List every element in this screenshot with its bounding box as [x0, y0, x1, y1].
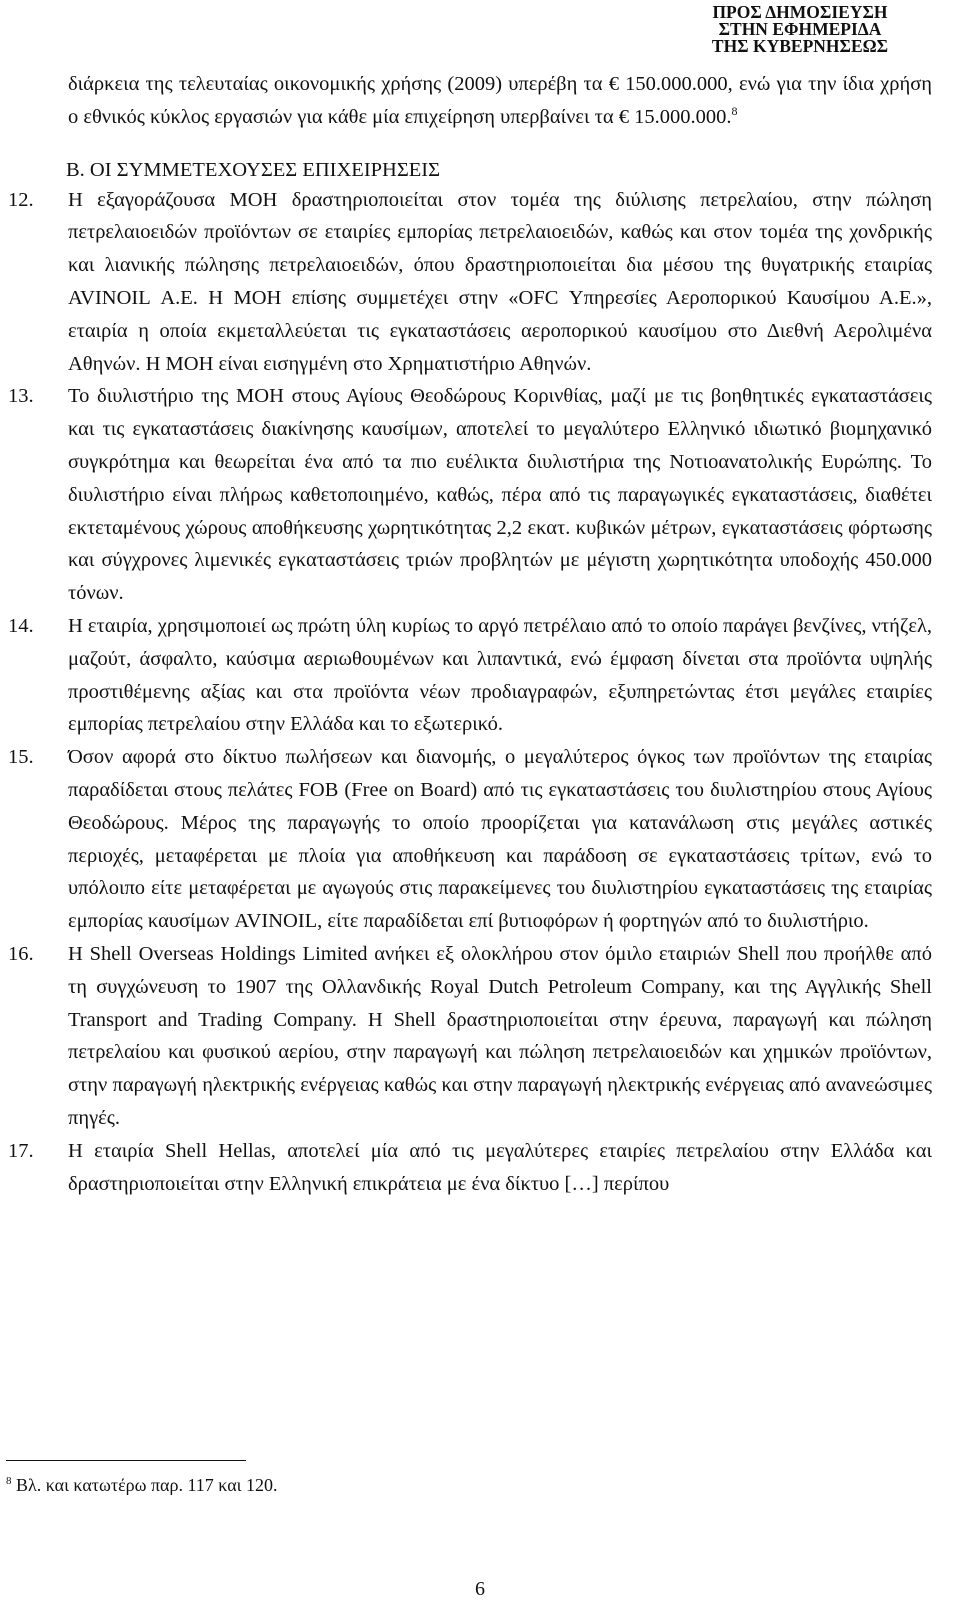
- page-number: 6: [475, 1578, 485, 1600]
- intro-paragraph: [68, 68, 932, 134]
- paragraph-text: Η εταιρία Shell Hellas, αποτελεί μία από τις μεγαλύτερες εταιρίες πετρελαίου στην Ελλάδα και δραστηριοποιείται στην Ελληνική επικράτεια με ένα δίκτυο […] περίπου: [68, 1139, 932, 1195]
- footnote-divider: [6, 1460, 246, 1461]
- header-line-2: ΣΤΗΝ ΕΦΗΜΕΡΙΔΑ: [718, 19, 882, 39]
- paragraph-text: Η Shell Overseas Holdings Limited ανήκει εξ ολοκλήρου στον όμιλο εταιριών Shell που προήλθε από τη συγχώνευση το 1907 της Ολλανδικής Royal Dutch Petroleum Company, και της Αγγλικής Shell Transport and Trading Company. Η Shell δραστηριοποιείται στην έρευνα, παραγωγή και πώληση πετρελαίου και φυσικού αερίου, στην παραγωγή και πώληση πετρελαιοειδών και χημικών προϊόντων, στην παραγωγή ηλεκτρικής ενέργειας καθώς και στην παραγωγή ηλεκτρικής ενέργειας από ανανεώσιμες πηγές.: [68, 942, 932, 1129]
- footnote: [6, 1473, 277, 1497]
- paragraph-12: [8, 184, 932, 381]
- footnote-text: Βλ. και κατωτέρω παρ. 117 και 120.: [16, 1475, 278, 1495]
- paragraph-17: [8, 1135, 932, 1201]
- paragraph-number: 12.: [8, 188, 34, 211]
- paragraph-number: 13.: [8, 385, 34, 408]
- intro-text: διάρκεια της τελευταίας οικονομικής χρήσης (2009) υπερέβη τα € 150.000.000, ενώ για την ίδια χρήση ο εθνικός κύκλος εργασιών για κάθε μία επιχείρηση υπερβαίνει τα € 15.000.000.: [68, 73, 932, 128]
- paragraph-number: 17.: [8, 1139, 34, 1162]
- paragraph-text: Το διυλιστήριο της ΜΟΗ στους Αγίους Θεοδώρους Κορινθίας, μαζί με τις βοηθητικές εγκαταστάσεις και τις εγκαταστάσεις διακίνησης καυσίμων, αποτελεί το μεγαλύτερο Ελληνικό ιδιωτικό βιομηχανικό συγκρότημα και θεωρείται ένα από τα πιο ευέλικτα διυλιστήρια της Νοτιοανατολικής Ευρώπης. Το διυλιστήριο είναι πλήρως καθετοποιημένο, καθώς, πέρα από τις παραγωγικές εγκαταστάσεις, διαθέτει εκτεταμένους χώρους αποθήκευσης χωρητικότητας 2,2 εκατ. κυβικών μέτρων, εγκαταστάσεις φόρτωσης και σύγχρονες λιμενικές εγκαταστάσεις τριών προβλητών με μέγιστη χωρητικότητα υποδοχής 450.000 τόνων.: [68, 385, 932, 605]
- paragraph-text: Η εταιρία, χρησιμοποιεί ως πρώτη ύλη κυρίως το αργό πετρέλαιο από το οποίο παράγει βενζίνες, ντήζελ, μαζούτ, άσφαλτο, καύσιμα αεριωθουμένων και λιπαντικά, ενώ έμφαση δίνεται στα προϊόντα υψηλής προστιθέμενης αξίας και στα προϊόντα νέων προδιαγραφών, εξυπηρετώντας έτσι μεγάλες εταιρίες εμπορίας πετρελαίου στην Ελλάδα και το εξωτερικό.: [68, 614, 933, 736]
- header-line-3: ΤΗΣ ΚΥΒΕΡΝΗΣΕΩΣ: [711, 36, 889, 56]
- footnote-marker: 8: [6, 1475, 12, 1487]
- paragraph-text: Η εξαγοράζουσα ΜΟΗ δραστηριοποιείται στον τομέα της διύλισης πετρελαίου, στην πώληση πετρελαιοειδών προϊόντων σε εταιρίες εμπορίας πετρελαιοειδών, καθώς και στον τομέα της χονδρικής και λιανικής πώλησης πετρελαιοειδών, όπου δραστηριοποιείται δια μέσου της θυγατρικής εταιρίας AVINOIL Α.Ε. Η ΜΟΗ επίσης συμμετέχει στην «OFC Υπηρεσίες Αεροπορικού Καυσίμου Α.Ε.», εταιρία η οποία εκμεταλλεύεται τις εγκαταστάσεις αεροπορικού καυσίμου στο Διεθνή Αερολιμένα Αθηνών. Η ΜΟΗ είναι εισηγμένη στο Χρηματιστήριο Αθηνών.: [68, 188, 932, 375]
- paragraph-16: [8, 938, 932, 1135]
- footnote-reference[interactable]: 8: [731, 103, 738, 118]
- paragraph-number: 14.: [8, 614, 34, 637]
- document-body: [8, 68, 933, 1200]
- paragraph-13: [8, 380, 932, 610]
- paragraph-number: 15.: [8, 746, 34, 769]
- section-title: Β. ΟΙ ΣΥΜΜΕΤΕΧΟΥΣΕΣ ΕΠΙΧΕΙΡΗΣΕΙΣ: [66, 158, 441, 181]
- paragraph-15: [8, 741, 932, 938]
- paragraph-14: [8, 610, 933, 741]
- publication-header: [670, 4, 930, 55]
- paragraph-number: 16.: [8, 942, 34, 965]
- paragraph-text: Όσον αφορά στο δίκτυο πωλήσεων και διανομής, ο μεγαλύτερος όγκος των προϊόντων της εταιρίας παραδίδεται στους πελάτες FOB (Free on Board) από τις εγκαταστάσεις του διυλιστηρίου στους Αγίους Θεοδώρους. Μέρος της παραγωγής το οποίο προορίζεται για κατανάλωση στις μεγάλες αστικές περιοχές, μεταφέρεται με πλοία για αποθήκευση και παράδοση σε εγκαταστάσεις τρίτων, ενώ το υπόλοιπο είτε μεταφέρεται με αγωγούς στις παρακείμενες του διυλιστηρίου εγκαταστάσεις της εταιρίας εμπορίας καυσίμων AVINOIL, είτε παραδίδεται επί βυτιοφόρων ή φορτηγών από το διυλιστήριο.: [68, 746, 932, 933]
- header-line-1: ΠΡΟΣ ΔΗΜΟΣΙΕΥΣΗ: [712, 2, 888, 22]
